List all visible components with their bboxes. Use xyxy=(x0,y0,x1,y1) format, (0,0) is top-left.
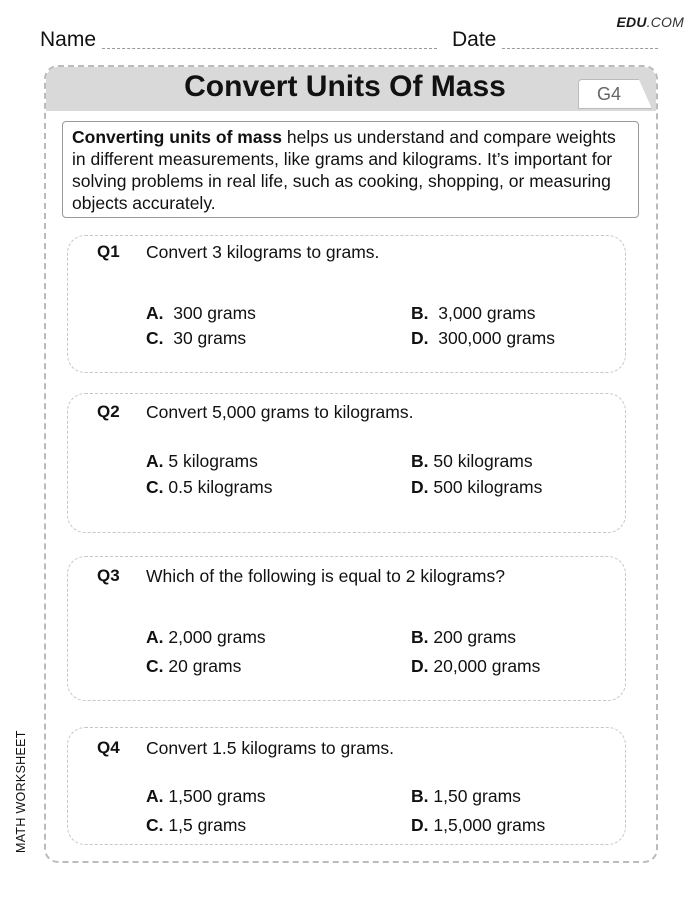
brand-logo-part1: EDU xyxy=(616,14,647,30)
option-q1-c[interactable] xyxy=(146,328,246,349)
option-text: 300,000 grams xyxy=(438,328,555,348)
option-letter: B. xyxy=(411,451,429,471)
option-letter: C. xyxy=(146,656,164,676)
option-q3-d[interactable] xyxy=(411,656,540,677)
option-letter: D. xyxy=(411,477,429,497)
option-q2-a[interactable] xyxy=(146,451,258,472)
grade-label: G4 xyxy=(596,84,621,104)
option-q3-c[interactable] xyxy=(146,656,241,677)
option-text: 1,500 grams xyxy=(168,786,266,806)
option-letter: D. xyxy=(411,656,429,676)
option-text: 3,000 grams xyxy=(438,303,536,323)
option-q3-b[interactable] xyxy=(411,627,516,648)
option-q2-d[interactable] xyxy=(411,477,542,498)
option-q2-b[interactable] xyxy=(411,451,533,472)
question-text-1: Convert 3 kilograms to grams. xyxy=(146,242,380,262)
option-text: 0.5 kilograms xyxy=(168,477,273,497)
option-letter: A. xyxy=(146,786,164,806)
option-letter: B. xyxy=(411,303,429,323)
question-text-2: Convert 5,000 grams to kilograms. xyxy=(146,402,414,422)
option-q1-b[interactable] xyxy=(411,303,536,324)
option-text: 5 kilograms xyxy=(168,451,258,471)
option-q1-d[interactable] xyxy=(411,328,555,349)
option-q4-b[interactable] xyxy=(411,786,521,807)
option-text: 50 kilograms xyxy=(433,451,533,471)
date-label: Date xyxy=(452,28,497,51)
question-number-4: Q4 xyxy=(97,738,120,757)
option-text: 200 grams xyxy=(433,627,517,647)
option-text: 20,000 grams xyxy=(433,656,541,676)
option-text: 300 grams xyxy=(173,303,256,323)
option-letter: D. xyxy=(411,815,429,835)
worksheet-title: Convert Units Of Mass xyxy=(184,70,506,103)
name-date-row xyxy=(40,28,660,54)
question-number-3: Q3 xyxy=(97,566,120,585)
option-letter: A. xyxy=(146,303,164,323)
option-q4-a[interactable] xyxy=(146,786,266,807)
option-letter: C. xyxy=(146,815,164,835)
side-label: MATH WORKSHEET xyxy=(14,730,28,853)
option-q4-d[interactable] xyxy=(411,815,545,836)
option-q2-c[interactable] xyxy=(146,477,272,498)
brand-logo-part2: .COM xyxy=(646,14,684,30)
name-label: Name xyxy=(40,28,97,51)
intro-bold-text: Converting units of mass xyxy=(72,127,283,147)
option-text: 1,5,000 grams xyxy=(433,815,546,835)
question-number-2: Q2 xyxy=(97,402,120,421)
option-letter: A. xyxy=(146,451,164,471)
option-letter: D. xyxy=(411,328,429,348)
option-text: 1,5 grams xyxy=(168,815,247,835)
option-text: 500 kilograms xyxy=(433,477,543,497)
option-letter: B. xyxy=(411,786,429,806)
question-text-3: Which of the following is equal to 2 kilograms? xyxy=(146,566,505,586)
option-q3-a[interactable] xyxy=(146,627,266,648)
option-q4-c[interactable] xyxy=(146,815,246,836)
date-field[interactable] xyxy=(502,48,658,49)
question-text-4: Convert 1.5 kilograms to grams. xyxy=(146,738,395,758)
option-letter: A. xyxy=(146,627,164,647)
option-letter: C. xyxy=(146,328,164,348)
option-letter: B. xyxy=(411,627,429,647)
option-text: 30 grams xyxy=(173,328,247,348)
intro-text: helps us understand and compare weights in different measurements, like grams and kilograms. It’s important for solving problems in real life, such as cooking, shopping, or measuring objects accurately. xyxy=(72,127,616,213)
intro-box xyxy=(62,121,639,218)
question-number-1: Q1 xyxy=(97,242,120,261)
name-field[interactable] xyxy=(102,48,437,49)
option-text: 1,50 grams xyxy=(433,786,521,806)
option-text: 20 grams xyxy=(168,656,242,676)
option-q1-a[interactable] xyxy=(146,303,256,324)
option-letter: C. xyxy=(146,477,164,497)
option-text: 2,000 grams xyxy=(168,627,266,647)
